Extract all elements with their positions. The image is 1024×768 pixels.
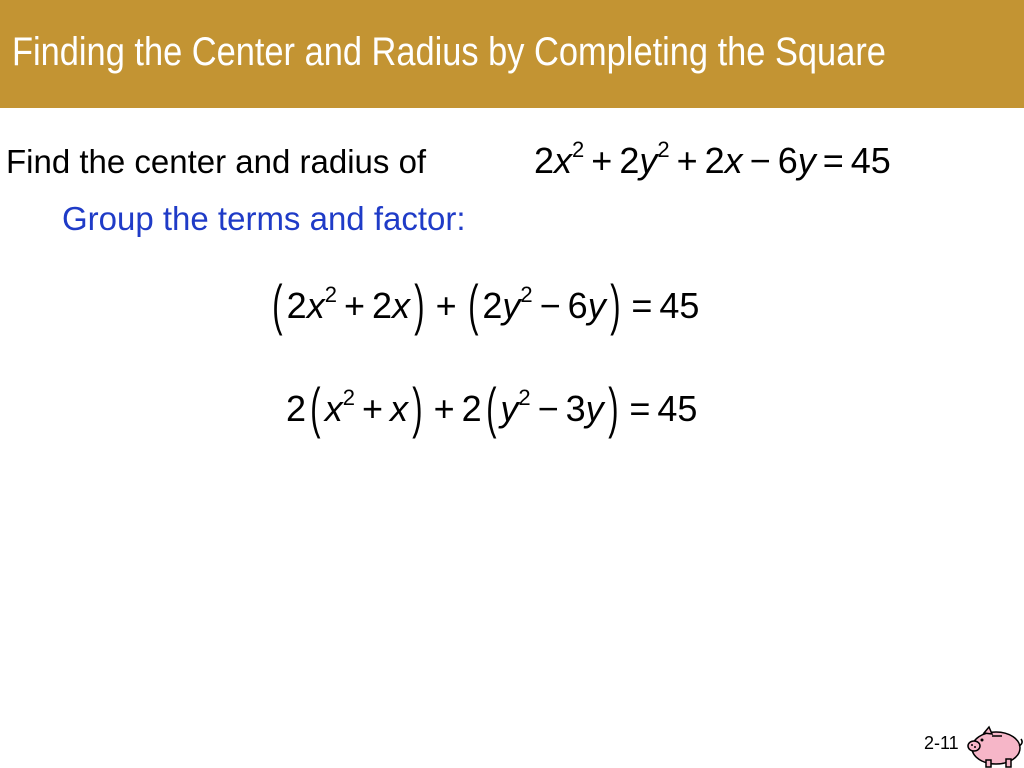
slide-title: Finding the Center and Radius by Completing the Square [12,30,886,74]
problem-prompt: Find the center and radius of [6,143,427,180]
pig-logo-icon [962,722,1024,768]
slide-number: 2-11 [924,733,959,753]
equation-original: $2x^2 + 2y^2 + 2x - 6y = 45$ [534,137,891,181]
step-heading: Group the terms and factor: [62,200,466,237]
equation-grouped: ( $2x^2 + 2x$) + ( $2y^2 - 6y) = 45$ [272,273,700,336]
equation-factored: 2( $x^2 + x) + 2$( $y^2 - 3y) = 45$ [286,376,698,439]
title-bar [0,0,1024,108]
